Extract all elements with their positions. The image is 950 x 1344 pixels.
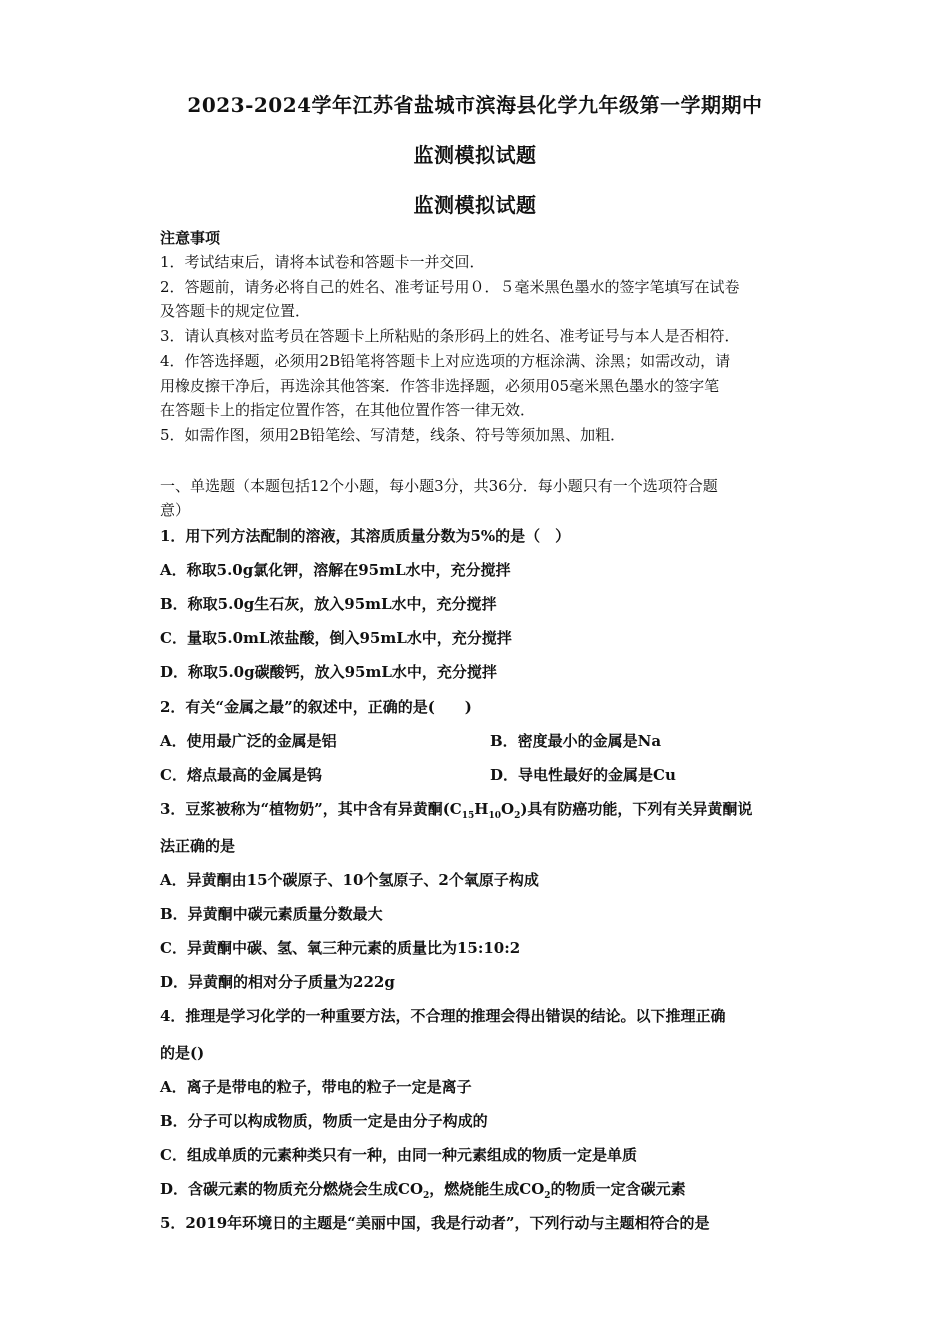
q2-option-c: C．熔点最高的金属是钨 xyxy=(160,766,322,784)
q4-option-d-text: ，燃烧能生成CO xyxy=(429,1180,545,1198)
q4-option-a: A．离子是带电的粒子，带电的粒子一定是离子 xyxy=(160,1078,472,1096)
q3-option-d: D．异黄酮的相对分子质量为222g xyxy=(160,973,395,991)
notice-item: 用橡皮擦干净后，再选涂其他答案．作答非选择题，必须用05毫米黑色墨水的签字笔 xyxy=(160,377,720,395)
q3-option-a: A．异黄酮由15个碳原子、10个氢原子、2个氧原子构成 xyxy=(160,871,539,889)
subscript: 2 xyxy=(544,1191,551,1201)
section-heading-cont: 意） xyxy=(160,501,191,519)
q1-option-a: A．称取5.0g氯化钾，溶解在95mL水中，充分搅拌 xyxy=(160,561,511,579)
q2-option-b: B．密度最小的金属是Na xyxy=(490,732,662,750)
notice-item: 2．答题前，请务必将自己的姓名、准考证号用０．５毫米黑色墨水的签字笔填写在试卷 xyxy=(160,278,740,296)
notice-item: 3．请认真核对监考员在答题卡上所粘贴的条形码上的姓名、准考证号与本人是否相符． xyxy=(160,327,740,345)
q4-option-c: C．组成单质的元素种类只有一种，由同一种元素组成的物质一定是单质 xyxy=(160,1146,637,1164)
q2-option-d: D．导电性最好的金属是Cu xyxy=(490,766,676,784)
notice-item: 1．考试结束后，请将本试卷和答题卡一并交回． xyxy=(160,253,485,271)
element-symbol: H xyxy=(474,800,489,818)
q3-option-b: B．异黄酮中碳元素质量分数最大 xyxy=(160,905,383,923)
subscript: 2 xyxy=(423,1191,430,1201)
q4-option-d-text: D．含碳元素的物质充分燃烧会生成CO xyxy=(160,1180,424,1198)
element-symbol: O xyxy=(500,800,515,818)
q3-stem-cont: 法正确的是 xyxy=(160,837,236,855)
q1-option-d: D．称取5.0g碳酸钙，放入95mL水中，充分搅拌 xyxy=(160,663,497,681)
exam-title-line-1: 2023-2024学年江苏省盐城市滨海县化学九年级第一学期期中 xyxy=(187,93,763,117)
q1-option-c: C．量取5.0mL浓盐酸，倒入95mL水中，充分搅拌 xyxy=(160,629,512,647)
q5-stem: 5．2019年环境日的主题是“美丽中国，我是行动者”，下列行动与主题相符合的是 xyxy=(160,1214,710,1232)
q4-option-d xyxy=(160,1179,800,1199)
notice-item: 及答题卡的规定位置． xyxy=(160,302,311,320)
q4-stem-cont: 的是() xyxy=(160,1044,205,1062)
notice-heading: 注意事项 xyxy=(160,229,221,247)
subscript: 10 xyxy=(488,811,501,821)
q2-option-a: A．使用最广泛的金属是铝 xyxy=(160,732,337,750)
q3-option-c: C．异黄酮中碳、氢、氧三种元素的质量比为15:10:2 xyxy=(160,939,521,957)
q3-stem-text: )具有防癌功能，下列有关异黄酮说 xyxy=(520,800,753,818)
q2-stem: 2．有关“金属之最”的叙述中，正确的是( ) xyxy=(160,698,472,716)
section-heading: 一、单选题（本题包括12个小题，每小题3分，共36分．每小题只有一个选项符合题 xyxy=(160,477,718,495)
q4-option-b: B．分子可以构成物质，物质一定是由分子构成的 xyxy=(160,1112,488,1130)
q3-stem xyxy=(160,799,800,819)
notice-item: 4．作答选择题，必须用2B铅笔将答题卡上对应选项的方框涂满、涂黑；如需改动，请 xyxy=(160,352,731,370)
q1-option-b: B．称取5.0g生石灰，放入95mL水中，充分搅拌 xyxy=(160,595,497,613)
notice-item: 在答题卡上的指定位置作答，在其他位置作答一律无效． xyxy=(160,401,536,419)
q1-stem: 1．用下列方法配制的溶液，其溶质质量分数为5%的是（ ） xyxy=(160,527,571,545)
exam-title-line-3: 监测模拟试题 xyxy=(413,193,537,217)
q4-option-d-text: 的物质一定含碳元素 xyxy=(550,1180,686,1198)
q4-stem: 4．推理是学习化学的一种重要方法，不合理的推理会得出错误的结论。以下推理正确 xyxy=(160,1007,726,1025)
notice-item: 5．如需作图，须用2B铅笔绘、写清楚，线条、符号等须加黑、加粗． xyxy=(160,426,626,444)
subscript: 15 xyxy=(461,811,475,821)
q3-stem-text: 3．豆浆被称为“植物奶”，其中含有异黄酮(C xyxy=(160,800,462,818)
exam-title-line-2: 监测模拟试题 xyxy=(413,143,537,167)
subscript: 2 xyxy=(514,811,521,821)
